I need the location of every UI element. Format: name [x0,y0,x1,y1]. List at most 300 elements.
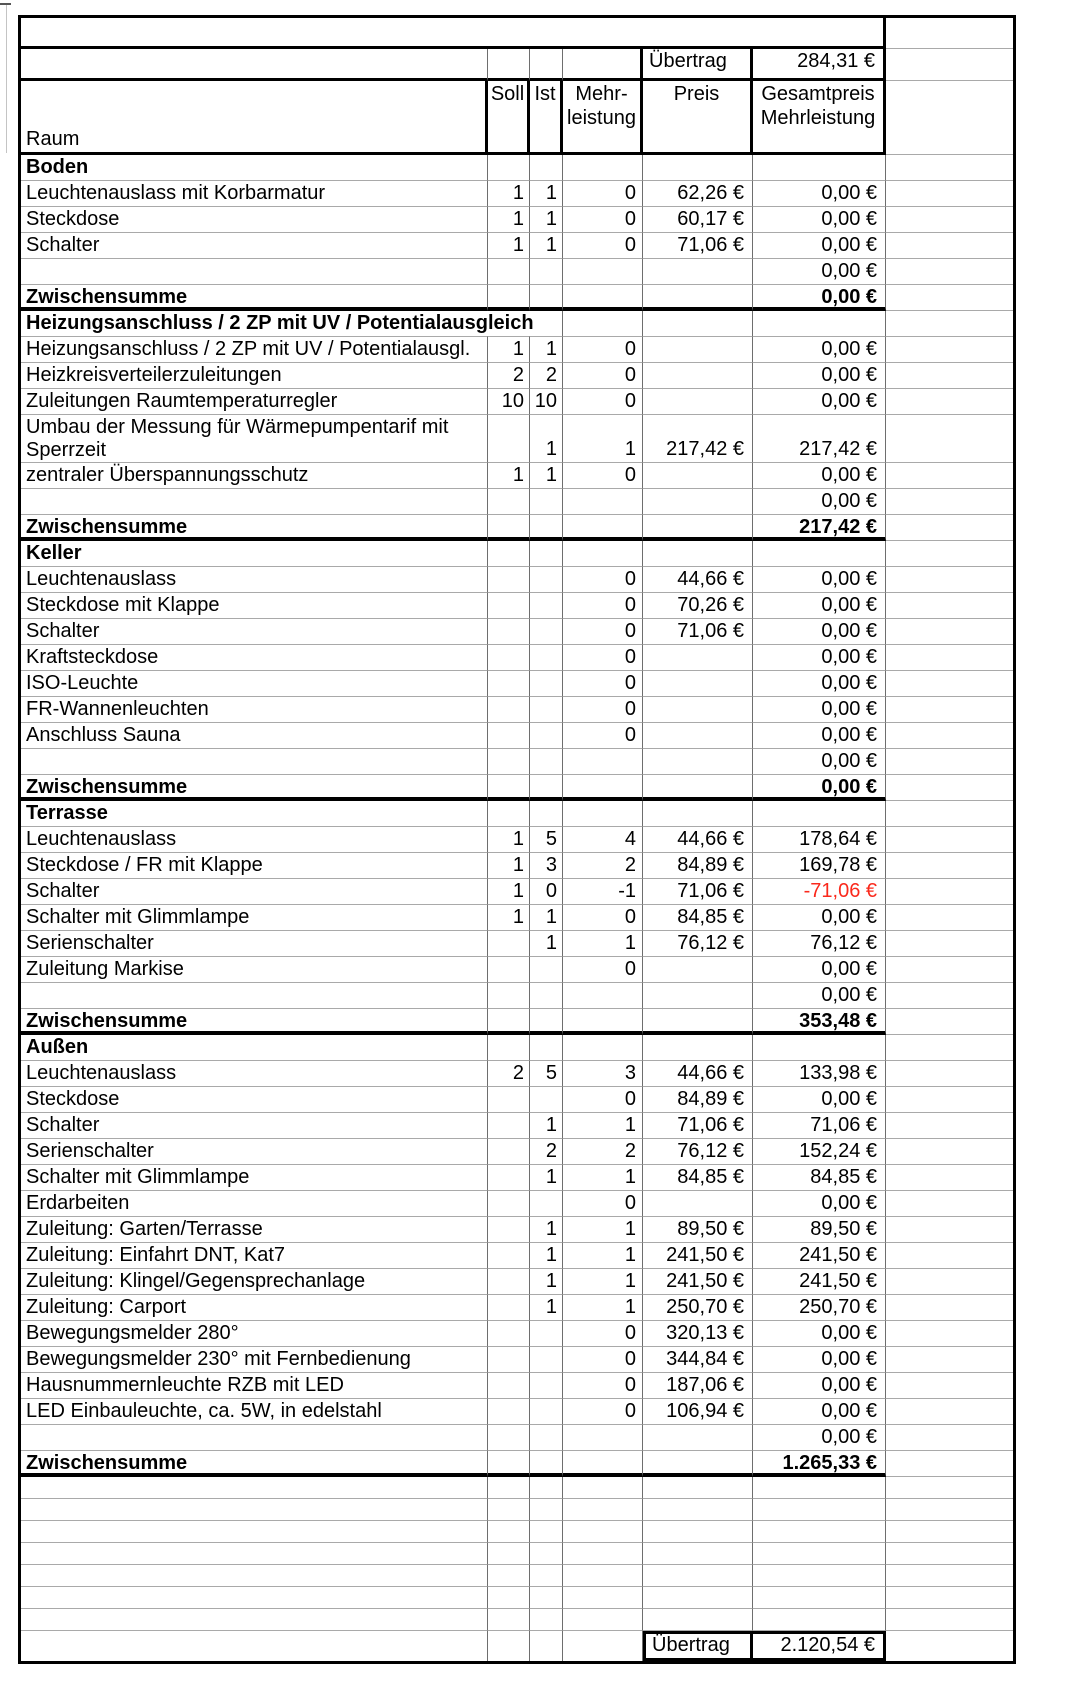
item-label: Leuchtenauslass [21,567,488,593]
cell-soll [488,1399,530,1425]
item-row [21,337,1013,363]
cell-soll [488,1165,530,1191]
margin-cell [886,515,1013,541]
section-title [21,155,488,181]
cell-mehr [563,1009,643,1035]
cell-ist [530,775,563,801]
cell-gesamt: 0,00 € [753,775,886,801]
cell-gesamt: 0,00 € [753,1373,886,1399]
cell-empty [643,1477,753,1499]
cell-mehr [563,285,643,311]
cell-ist [530,749,563,775]
margin-cell [886,723,1013,749]
cell-empty [488,49,530,81]
margin-cell [886,285,1013,311]
cell-preis: 84,89 € [643,1087,753,1113]
section-title [21,801,488,827]
cell-empty [488,1499,530,1521]
item-row [21,593,1013,619]
cell-empty [563,49,643,81]
item-label: ISO-Leuchte [21,671,488,697]
cell-mehr: 0 [563,389,643,415]
cell-ist: 1 [530,1113,563,1139]
empty-grid-row [21,1609,1013,1631]
section-title-text: Keller [26,541,90,566]
item-row [21,207,1013,233]
cell-mehr: 0 [563,463,643,489]
cell-mehr: 1 [563,1269,643,1295]
cell-mehr: 0 [563,905,643,931]
cell-mehr: 0 [563,207,643,233]
subtotal-label: Zwischensumme [21,285,488,311]
cell-empty [21,1609,488,1631]
margin-cell [886,1165,1013,1191]
cell-ist [530,1425,563,1451]
item-row [21,181,1013,207]
cell-gesamt: 0,00 € [753,207,886,233]
subtotal-label: Zwischensumme [21,775,488,801]
cell-gesamt: 178,64 € [753,827,886,853]
cell-gesamt: 0,00 € [753,983,886,1009]
cell-ist: 1 [530,181,563,207]
margin-cell [886,1347,1013,1373]
header-ist: Ist [530,81,563,155]
subtotal-label: Zwischensumme [21,1009,488,1035]
cell-ist: 1 [530,931,563,957]
cell-gesamt [753,541,886,567]
item-row [21,389,1013,415]
item-label: Schalter mit Glimmlampe [21,1165,488,1191]
header-mehrleistung: Mehr- leistung [563,81,643,155]
cell-mehr: -1 [563,879,643,905]
item-label: Zuleitung: Einfahrt DNT, Kat7 [21,1243,488,1269]
cell-gesamt: 0,00 € [753,181,886,207]
empty-grid-row [21,1499,1013,1521]
cell-empty [488,1609,530,1631]
cell-mehr [563,775,643,801]
cell-preis [643,285,753,311]
cell-gesamt: 0,00 € [753,749,886,775]
item-label: LED Einbauleuchte, ca. 5W, in edelstahl [21,1399,488,1425]
cell-soll [488,1243,530,1269]
cell-gesamt: -71,06 € [753,879,886,905]
cell-preis [643,515,753,541]
empty-grid-row [21,1565,1013,1587]
item-row [21,567,1013,593]
cell-gesamt: 241,50 € [753,1243,886,1269]
cell-ist [530,1321,563,1347]
cell-mehr: 1 [563,1113,643,1139]
carryover-top-label: Übertrag [643,49,753,81]
cell-ist [530,593,563,619]
cell-empty [530,1609,563,1631]
cell-gesamt: 250,70 € [753,1295,886,1321]
blank-row [21,983,1013,1009]
margin-cell [886,827,1013,853]
cell-mehr [563,749,643,775]
cell-ist [530,285,563,311]
subtotal-row [21,515,1013,541]
cell-empty [753,1477,886,1499]
cell-mehr: 0 [563,363,643,389]
cell-empty [530,1499,563,1521]
cell-preis [643,671,753,697]
cell-ist [530,697,563,723]
margin-cell [886,1113,1013,1139]
cell-empty [753,1499,886,1521]
cell-ist: 5 [530,827,563,853]
cell-gesamt: 0,00 € [753,1191,886,1217]
cell-empty [21,1565,488,1587]
cell-empty [886,1477,1013,1499]
cell-preis: 217,42 € [643,415,753,463]
cell-ist [530,645,563,671]
margin-cell [886,931,1013,957]
item-row [21,905,1013,931]
cell-ist [530,1451,563,1477]
cell-soll: 1 [488,905,530,931]
item-label: Zuleitung: Klingel/Gegensprechanlage [21,1269,488,1295]
cell-ist [530,541,563,567]
cell-empty [886,1609,1013,1631]
cell-mehr [563,155,643,181]
margin-cell [886,645,1013,671]
cell-soll [488,723,530,749]
cell-mehr: 0 [563,337,643,363]
item-label: Bewegungsmelder 280° [21,1321,488,1347]
item-row [21,463,1013,489]
cell-soll [488,1321,530,1347]
item-label: FR-Wannenleuchten [21,697,488,723]
margin-cell [886,1061,1013,1087]
cell-soll: 1 [488,879,530,905]
section-title [21,311,534,337]
cell-preis: 71,06 € [643,233,753,259]
cell-empty [530,1477,563,1499]
cell-preis: 84,89 € [643,853,753,879]
item-label: Schalter [21,233,488,259]
item-row [21,697,1013,723]
cell-empty [643,1543,753,1565]
cell-preis: 60,17 € [643,207,753,233]
margin-cell [886,749,1013,775]
empty-grid-row [21,1543,1013,1565]
cell-mehr [563,259,643,285]
margin-cell [886,567,1013,593]
margin-cell [886,983,1013,1009]
cell-mehr: 0 [563,619,643,645]
cell-gesamt: 0,00 € [753,645,886,671]
cell-empty [21,1543,488,1565]
cell-soll [488,1191,530,1217]
cell-preis [643,723,753,749]
item-row [21,931,1013,957]
item-label: Anschluss Sauna [21,723,488,749]
cell-ist: 10 [530,389,563,415]
blank-row [21,749,1013,775]
margin-cell [886,619,1013,645]
margin-cell [886,775,1013,801]
cell-gesamt: 0,00 € [753,1321,886,1347]
cell-preis: 241,50 € [643,1269,753,1295]
column-header-row [21,81,1013,155]
margin-cell [886,1321,1013,1347]
cell-soll [488,259,530,285]
cell-soll [488,285,530,311]
item-row [21,1113,1013,1139]
cell-gesamt [753,801,886,827]
cell-empty [753,1521,886,1543]
cell-ist: 1 [530,415,563,463]
cell-mehr: 0 [563,1191,643,1217]
subtotal-row [21,285,1013,311]
cell-empty [563,1543,643,1565]
cell-preis: 44,66 € [643,567,753,593]
cell-gesamt: 0,00 € [753,1425,886,1451]
cell-preis: 76,12 € [643,1139,753,1165]
cell-gesamt: 0,00 € [753,363,886,389]
cell-preis [643,697,753,723]
cell-soll [488,593,530,619]
section-title-text: Außen [26,1035,96,1060]
item-label: Steckdose / FR mit Klappe [21,853,488,879]
cell-ist: 1 [530,1217,563,1243]
cell-preis [643,1009,753,1035]
margin-cell [886,233,1013,259]
item-label: Leuchtenauslass mit Korbarmatur [21,181,488,207]
cell-mehr: 3 [563,1061,643,1087]
cell-mehr: 1 [563,931,643,957]
cell-gesamt: 0,00 € [753,905,886,931]
item-label: Schalter [21,879,488,905]
item-row [21,415,1013,463]
cell-empty [21,1587,488,1609]
cell-mehr [563,1451,643,1477]
cell-preis [643,155,753,181]
item-label: Kraftsteckdose [21,645,488,671]
cell-preis: 84,85 € [643,1165,753,1191]
cell-preis [643,801,753,827]
item-row [21,1269,1013,1295]
cell-gesamt [753,1035,886,1061]
cell-gesamt: 0,00 € [753,489,886,515]
cell-preis: 44,66 € [643,1061,753,1087]
sheet-gridline-vertical [6,3,7,153]
cell-soll [488,619,530,645]
cell-gesamt: 1.265,33 € [753,1451,886,1477]
cell-soll [488,1113,530,1139]
cell-empty [753,1543,886,1565]
blank-row [21,259,1013,285]
cell-preis [643,337,753,363]
cell-gesamt: 0,00 € [753,463,886,489]
cell-mehr: 0 [563,671,643,697]
cell-preis: 241,50 € [643,1243,753,1269]
cell-empty [530,1631,563,1661]
item-row [21,1191,1013,1217]
cell-soll [488,1347,530,1373]
cell-extra [886,155,1013,181]
cell-soll [488,749,530,775]
cell-empty [488,1587,530,1609]
cell-empty [530,1543,563,1565]
cell-ist: 1 [530,337,563,363]
blank-row [21,489,1013,515]
raum-label: Raum [26,128,80,150]
cell-gesamt: 0,00 € [753,723,886,749]
cell-preis [643,541,753,567]
subtotal-row [21,1009,1013,1035]
margin-cell [886,389,1013,415]
cell-mehr: 1 [563,1243,643,1269]
empty-grid-row [21,1587,1013,1609]
cell-gesamt: 89,50 € [753,1217,886,1243]
cell-ist [530,619,563,645]
cell-soll: 1 [488,827,530,853]
cell-mehr [563,1425,643,1451]
cell-soll [488,515,530,541]
cell-gesamt: 217,42 € [753,515,886,541]
cell-gesamt: 0,00 € [753,285,886,311]
cell-gesamt: 0,00 € [753,337,886,363]
margin-cell [886,1139,1013,1165]
cell-ist: 1 [530,1243,563,1269]
cell-empty [21,49,488,81]
cell-empty [488,1631,530,1661]
cell-mehr: 0 [563,697,643,723]
cell-empty [753,1609,886,1631]
margin-cell [886,1373,1013,1399]
cell-empty [530,1521,563,1543]
cell-gesamt: 0,00 € [753,1399,886,1425]
cell-soll [488,541,530,567]
cell-empty [643,1565,753,1587]
item-row [21,723,1013,749]
cell-ist [530,1035,563,1061]
margin-cell [886,593,1013,619]
cell-mehr: 1 [563,1295,643,1321]
margin-cell [886,1243,1013,1269]
item-label: Erdarbeiten [21,1191,488,1217]
cell-mehr: 0 [563,957,643,983]
margin-cell [886,463,1013,489]
item-row [21,1087,1013,1113]
cell-mehr: 0 [563,181,643,207]
margin-cell [886,415,1013,463]
cell-ist [530,1399,563,1425]
cell-gesamt: 241,50 € [753,1269,886,1295]
cell-soll [488,1139,530,1165]
cell-ist [530,1191,563,1217]
margin-cell [886,18,1013,49]
cell-soll [488,1451,530,1477]
cell-soll [488,931,530,957]
cell-ist: 1 [530,463,563,489]
cell-preis: 250,70 € [643,1295,753,1321]
item-label: Heizungsanschluss / 2 ZP mit UV / Potentialausgl. [21,337,488,363]
cell-mehr: 0 [563,567,643,593]
item-label [21,749,488,775]
cell-ist [530,671,563,697]
cell-ist [530,1373,563,1399]
blank-row [21,1425,1013,1451]
cell-empty [488,1543,530,1565]
item-row [21,363,1013,389]
cell-soll [488,957,530,983]
cell-gesamt: 0,00 € [753,233,886,259]
item-row [21,671,1013,697]
cell-gesamt: 0,00 € [753,619,886,645]
cell-soll [488,1269,530,1295]
cell-gesamt: 0,00 € [753,697,886,723]
cell-preis [643,1425,753,1451]
margin-cell [886,1009,1013,1035]
cell-empty [21,1521,488,1543]
cell-extra [886,311,1013,337]
carryover-top-value: 284,31 € [753,49,886,81]
cell-mehr: 0 [563,1321,643,1347]
margin-cell [886,879,1013,905]
cell-gesamt: 0,00 € [753,957,886,983]
item-row [21,645,1013,671]
margin-cell [886,181,1013,207]
cell-soll [488,155,530,181]
subtotal-row [21,1451,1013,1477]
cell-mehr [563,1035,643,1061]
cell-empty [643,1609,753,1631]
cell-empty [488,1565,530,1587]
cell-gesamt: 0,00 € [753,671,886,697]
cell-preis: 89,50 € [643,1217,753,1243]
subtotal-label: Zwischensumme [21,515,488,541]
cell-gesamt: 0,00 € [753,593,886,619]
cell-empty [886,1565,1013,1587]
cell-gesamt: 84,85 € [753,1165,886,1191]
cell-soll [488,1035,530,1061]
cell-preis: 44,66 € [643,827,753,853]
cell-empty [643,1587,753,1609]
cell-preis [643,983,753,1009]
cell-ist [530,155,563,181]
cell-gesamt: 217,42 € [753,415,886,463]
margin-cell [886,1295,1013,1321]
cell-ist: 1 [530,207,563,233]
cell-soll [488,489,530,515]
cell-ist: 1 [530,905,563,931]
cell-mehr: 0 [563,1347,643,1373]
carryover-top-row [21,49,1013,81]
cell-gesamt [753,311,886,337]
cell-empty [563,1609,643,1631]
margin-cell [886,363,1013,389]
cell-ist: 2 [530,1139,563,1165]
header-gesamtpreis-mehrleistung: Gesamtpreis Mehrleistung [753,81,886,155]
cell-empty [886,1521,1013,1543]
item-row [21,1165,1013,1191]
cell-preis [643,775,753,801]
cell-empty [563,1587,643,1609]
cell-preis: 62,26 € [643,181,753,207]
item-label: Leuchtenauslass [21,1061,488,1087]
cell-mehr [563,489,643,515]
cell-soll [488,415,530,463]
cell-gesamt: 0,00 € [753,259,886,285]
item-label: Leuchtenauslass [21,827,488,853]
cell-gesamt: 0,00 € [753,1087,886,1113]
cell-soll [488,1295,530,1321]
cell-empty [643,1499,753,1521]
cell-preis: 84,85 € [643,905,753,931]
